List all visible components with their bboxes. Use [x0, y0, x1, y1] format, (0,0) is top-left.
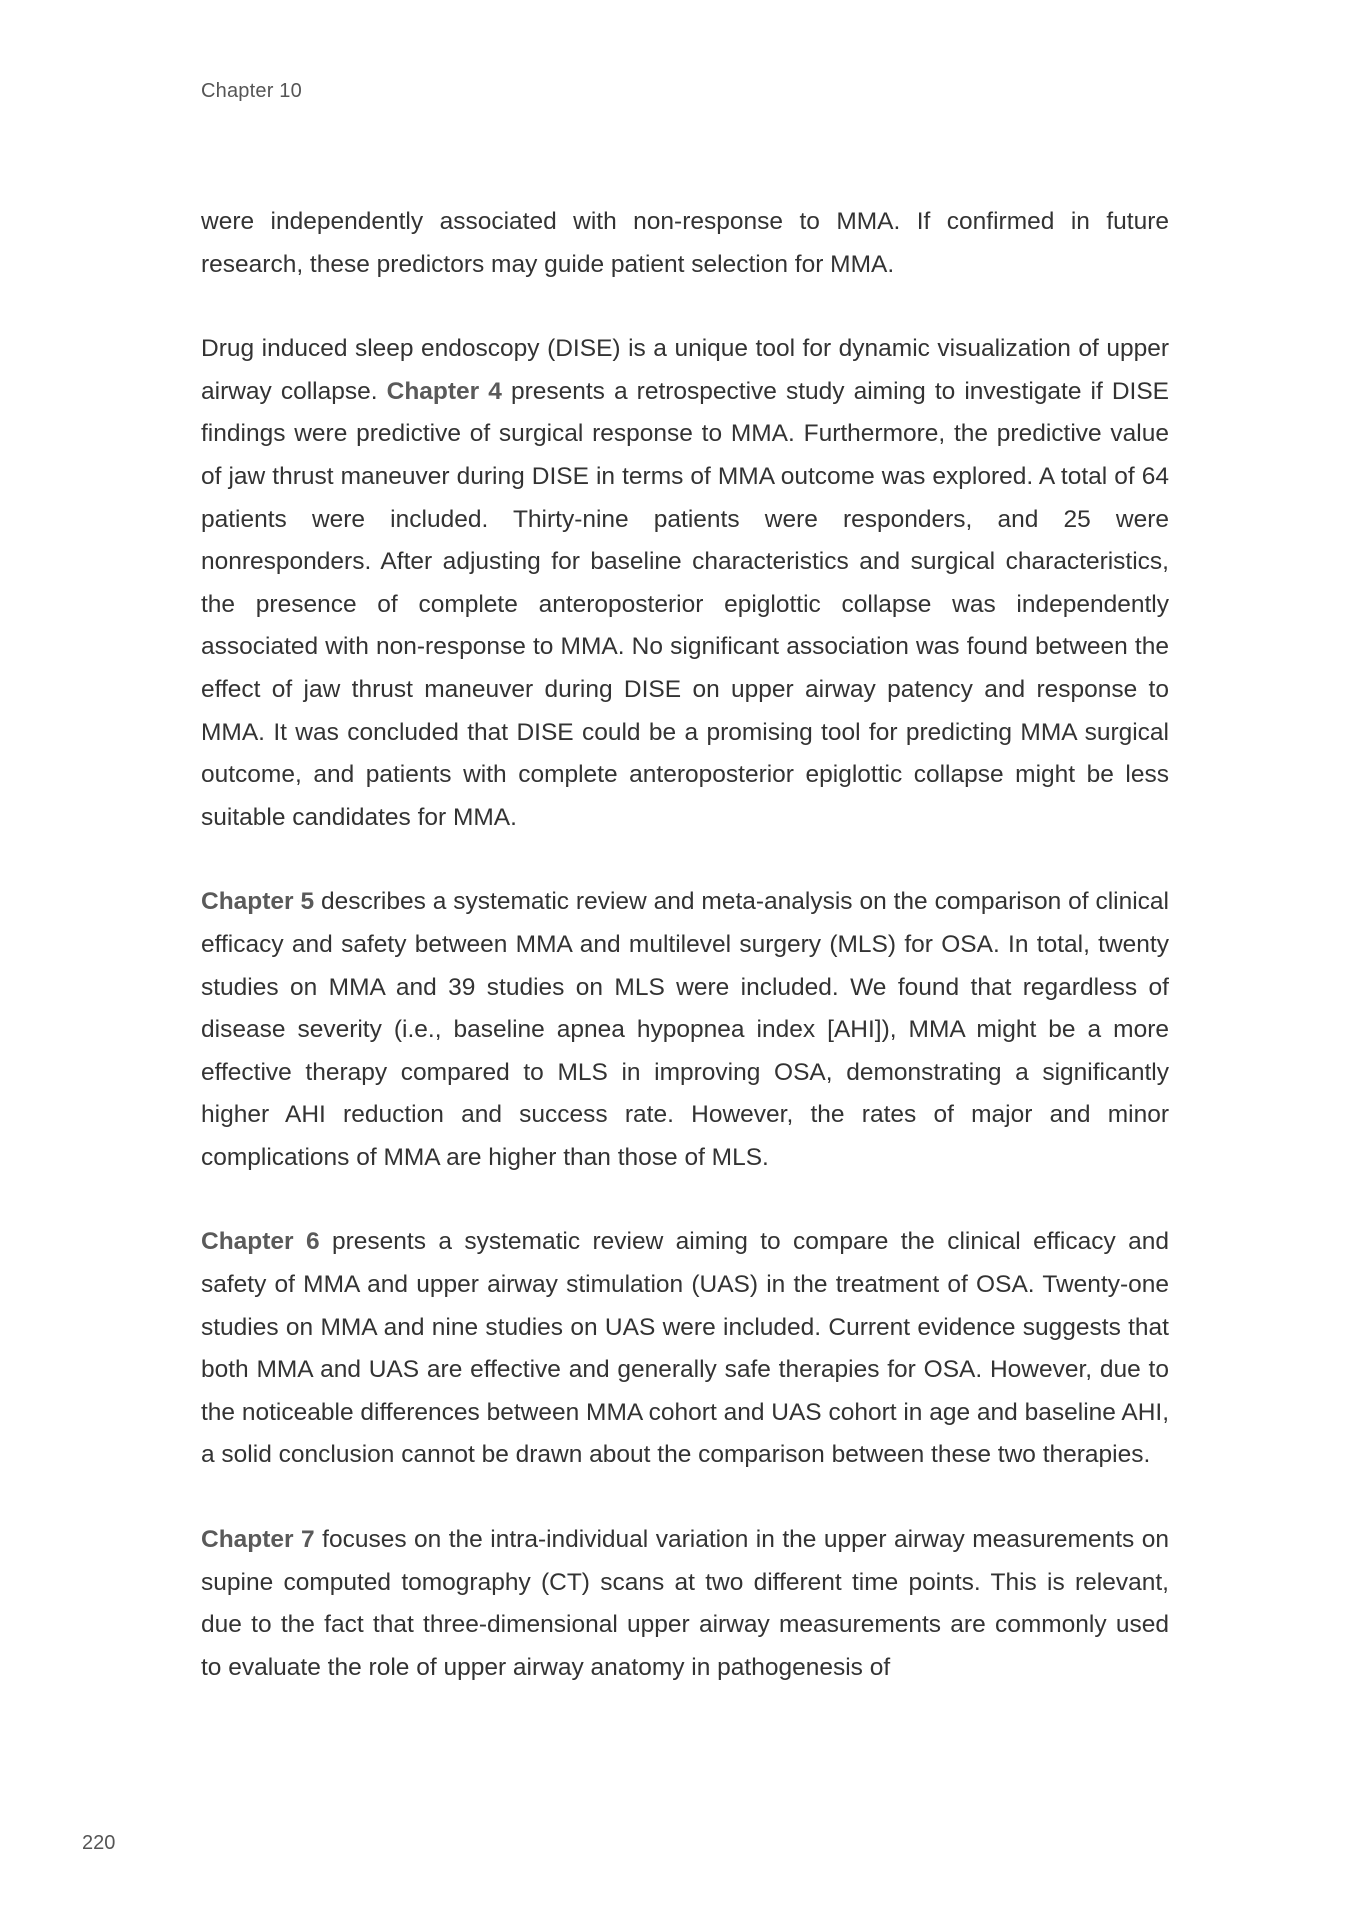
paragraph: [201, 1519, 1169, 1689]
paragraph: [201, 201, 1169, 286]
chapter-reference: Chapter 5: [201, 888, 315, 916]
body-text: [201, 201, 1169, 1689]
running-header: Chapter 10: [201, 80, 302, 102]
text-span: were independently associated with non-response to MMA. If confirmed in future research, these predictors may guide patient selection for MMA.: [201, 208, 1169, 278]
chapter-reference: Chapter 6: [201, 1228, 320, 1256]
paragraph: [201, 881, 1169, 1179]
page-number: 220: [82, 1832, 116, 1854]
text-span: Drug induced sleep endoscopy (DISE) is a unique tool for dynamic visualization of upper airway collapse.: [201, 335, 1169, 405]
text-span: describes a systematic review and meta-analysis on the comparison of clinical efficacy and safety between MMA and multilevel surgery (MLS) for OSA. In total, twenty studies on MMA and 39 studies on MLS were included. We found that regardless of disease severity (i.e., baseline apnea hypopnea index [AHI]), MMA might be a more effective therapy compared to MLS in improving OSA, demonstrating a significantly higher AHI reduction and success rate. However, the rates of major and minor complications of MMA are higher than those of MLS.: [201, 888, 1169, 1171]
paragraph: [201, 1221, 1169, 1477]
text-span: presents a retrospective study aiming to investigate if DISE findings were predictive of surgical response to MMA. Furthermore, the predictive value of jaw thrust maneuver during DISE in terms of MMA outcome was explored. A total of 64 patients were included. Thirty-nine patients were responders, and 25 were nonresponders. After adjusting for baseline characteristics and surgical characteristics, the presence of complete anteroposterior epiglottic collapse was independently associated with non-response to MMA. No significant association was found between the effect of jaw thrust maneuver during DISE on upper airway patency and response to MMA. It was concluded that DISE could be a promising tool for predicting MMA surgical outcome, and patients with complete anteroposterior epiglottic collapse might be less suitable candidates for MMA.: [201, 377, 1169, 831]
chapter-reference: Chapter 4: [386, 377, 502, 405]
text-span: presents a systematic review aiming to compare the clinical efficacy and safety of MMA and upper airway stimulation (UAS) in the treatment of OSA. Twenty-one studies on MMA and nine studies on UAS were included. Current evidence suggests that both MMA and UAS are effective and generally safe therapies for OSA. However, due to the noticeable differences between MMA cohort and UAS cohort in age and baseline AHI, a solid conclusion cannot be drawn about the comparison between these two therapies.: [201, 1228, 1169, 1469]
paragraph: [201, 328, 1169, 839]
text-span: focuses on the intra-individual variation in the upper airway measurements on supine computed tomography (CT) scans at two different time points. This is relevant, due to the fact that three-dimensional upper airway measurements are commonly used to evaluate the role of upper airway anatomy in pathogenesis of: [201, 1526, 1169, 1681]
chapter-reference: Chapter 7: [201, 1526, 315, 1554]
